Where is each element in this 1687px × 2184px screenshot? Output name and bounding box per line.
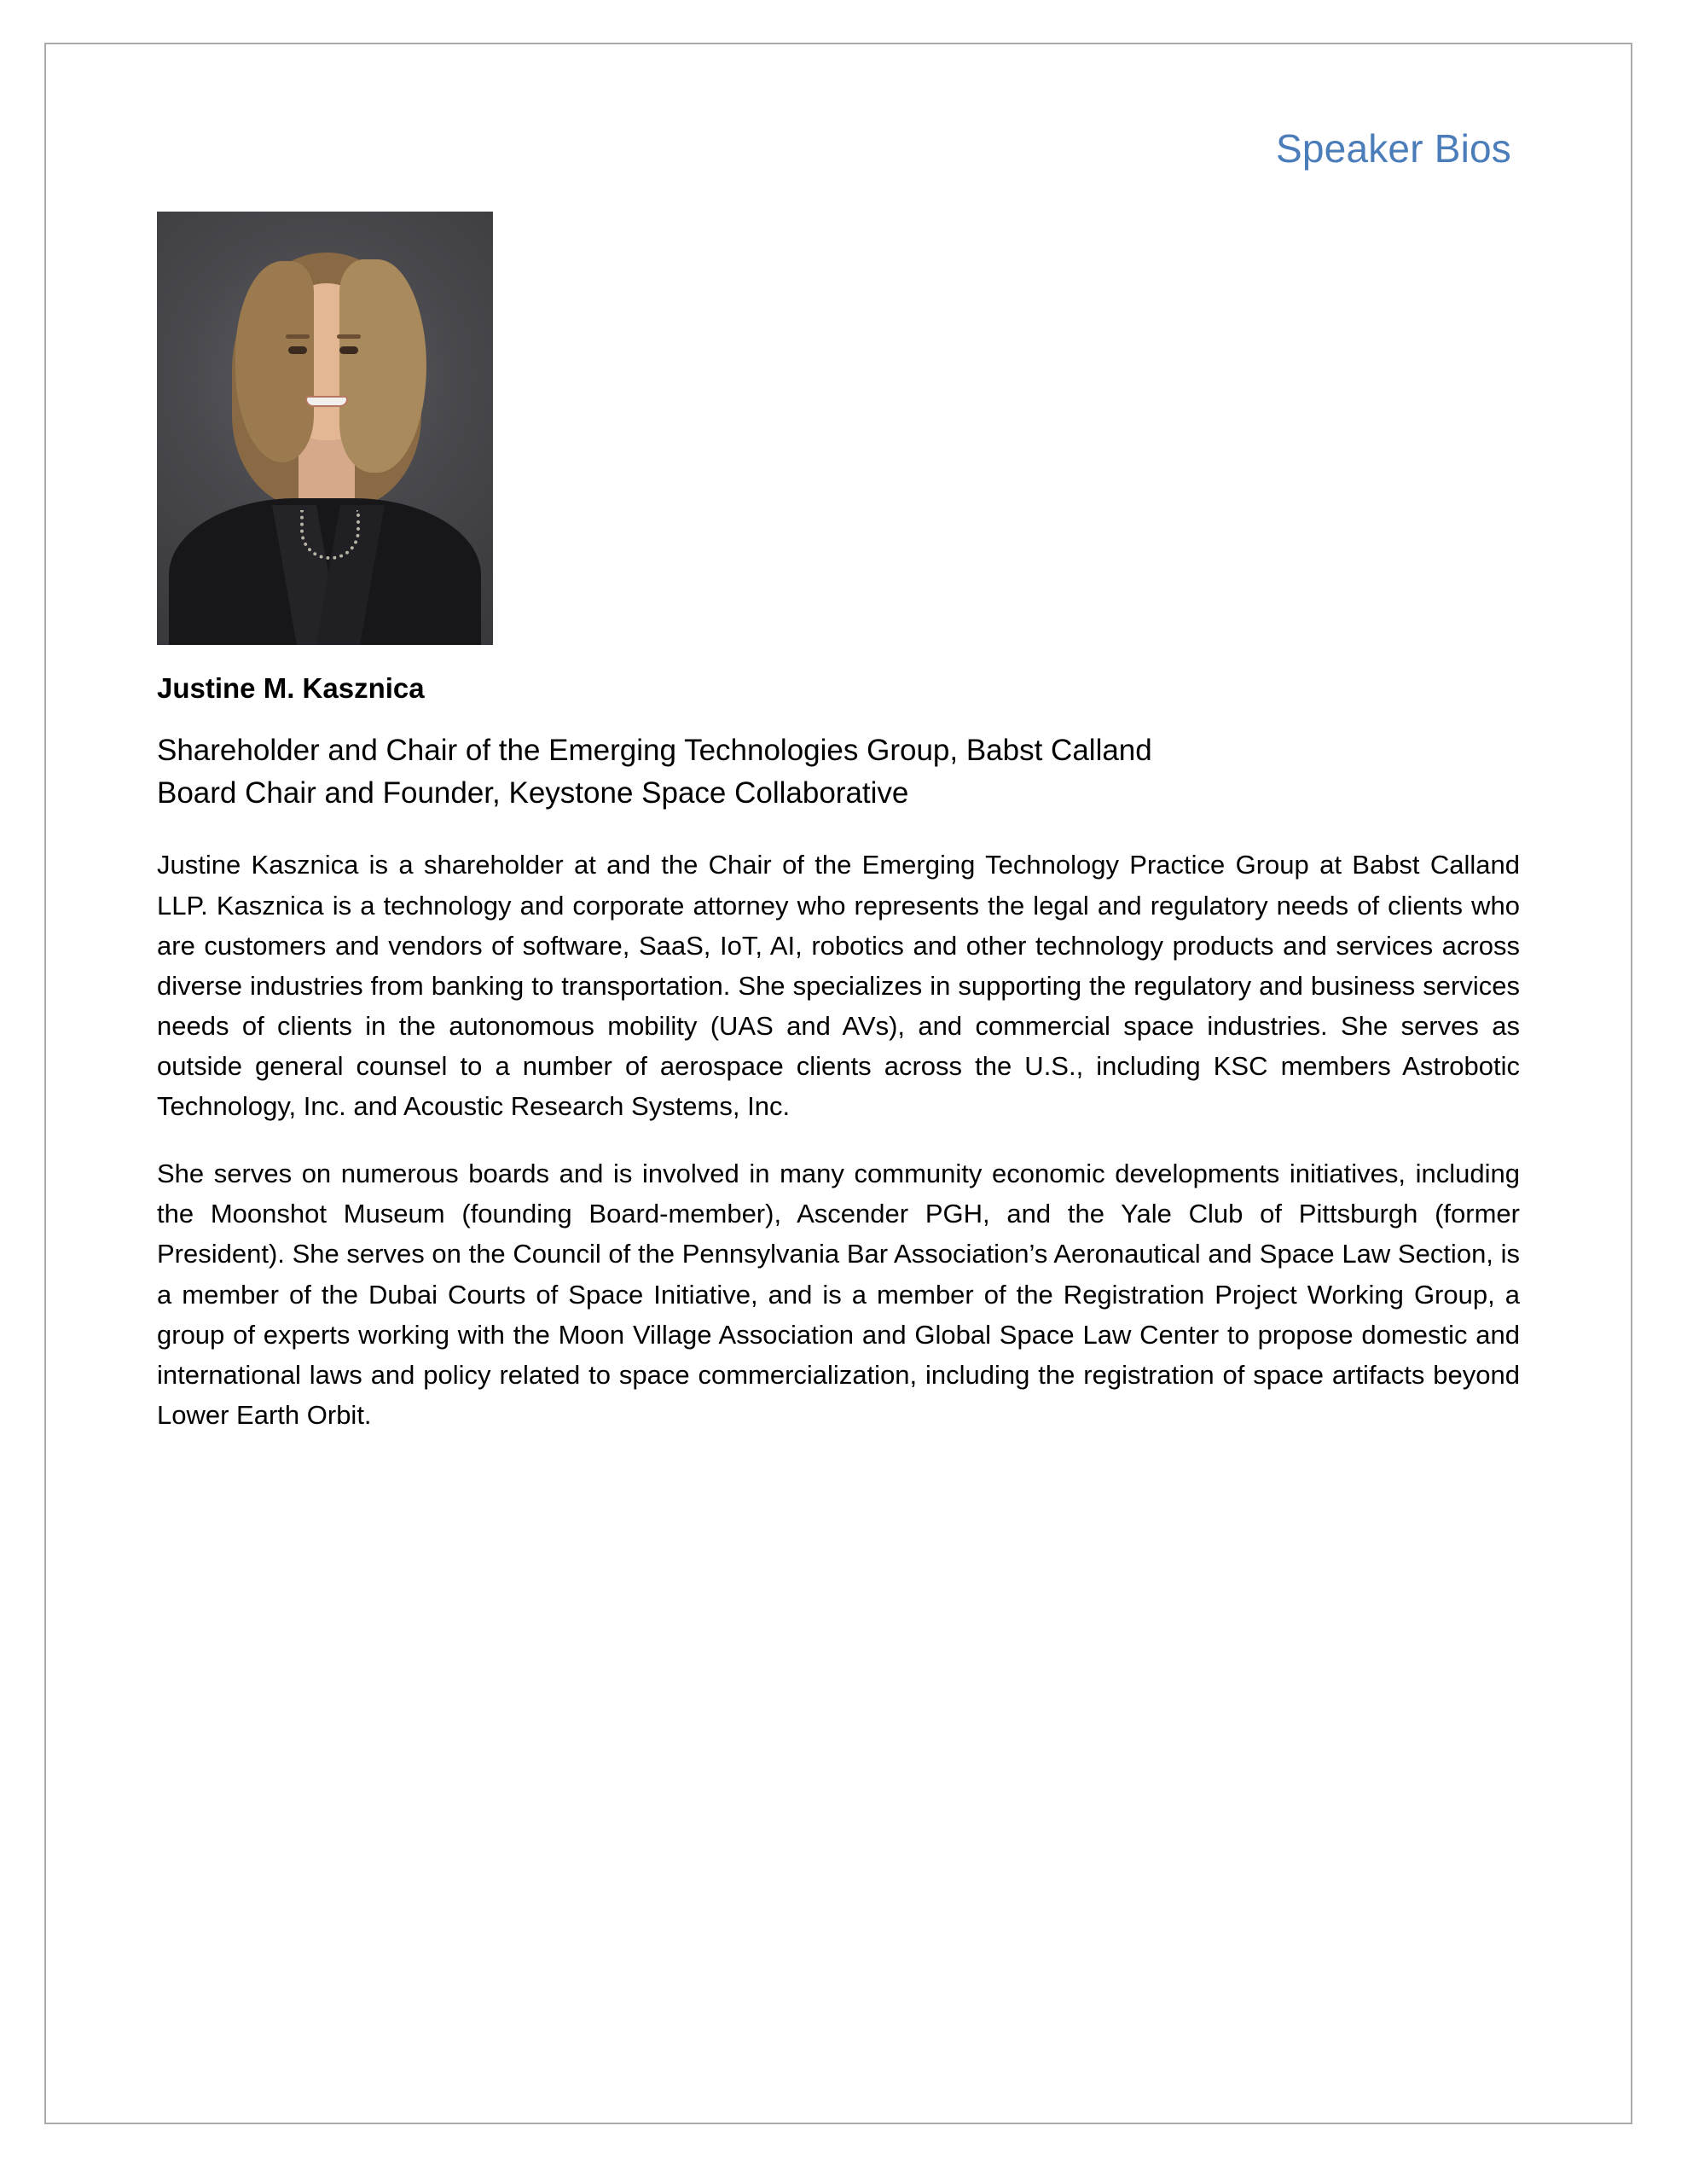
bio-paragraph: Justine Kasznica is a shareholder at and the Chair of the Emerging Technology Practice Group at Babst Calland LLP. Kasznica is a technology and corporate attorney who represents the legal and regulatory needs of clients who are customers and vendors of software, SaaS, IoT, AI, robotics and other technology products and services across diverse industries from banking to transportation. She specializes in supporting the regulatory and business services needs of clients in the autonomous mobility (UAS and AVs), and commercial space industries. She serves as outside general counsel to a number of aerospace clients across the U.S., including KSC members Astrobotic Technology, Inc. and Acoustic Research Systems, Inc. bbox=[157, 850, 1520, 1122]
document-page bbox=[44, 43, 1632, 2124]
speaker-photo bbox=[157, 212, 493, 645]
photo-eye-left bbox=[288, 346, 307, 354]
speaker-title-line-1: Shareholder and Chair of the Emerging Technologies Group, Babst Calland bbox=[157, 734, 1152, 768]
page-content bbox=[157, 91, 1520, 2071]
page-title: Speaker Bios bbox=[1276, 126, 1511, 171]
photo-eye-right bbox=[339, 346, 358, 354]
photo-brow-right bbox=[337, 334, 361, 339]
speaker-name: Justine M. Kasznica bbox=[157, 672, 425, 705]
speaker-title-line-2: Board Chair and Founder, Keystone Space Collaborative bbox=[157, 775, 909, 810]
speaker-titles bbox=[157, 729, 1520, 814]
photo-brow-left bbox=[286, 334, 310, 339]
photo-mouth bbox=[305, 396, 348, 407]
bio-paragraph: She serves on numerous boards and is involved in many community economic developments initiatives, including the Moonshot Museum (founding Board-member), Ascender PGH, and the Yale Club of Pittsburgh (former President). She serves on the Council of the Pennsylvania Bar Association’s Aeronautical and Space Law Section, is a member of the Dubai Courts of Space Initiative, and is a member of the Registration Project Working Group, a group of experts working with the Moon Village Association and Global Space Law Center to propose domestic and international laws and policy related to space commercialization, including the registration of space artifacts beyond Lower Earth Orbit. bbox=[157, 1159, 1520, 1430]
photo-hair-left bbox=[235, 261, 314, 462]
